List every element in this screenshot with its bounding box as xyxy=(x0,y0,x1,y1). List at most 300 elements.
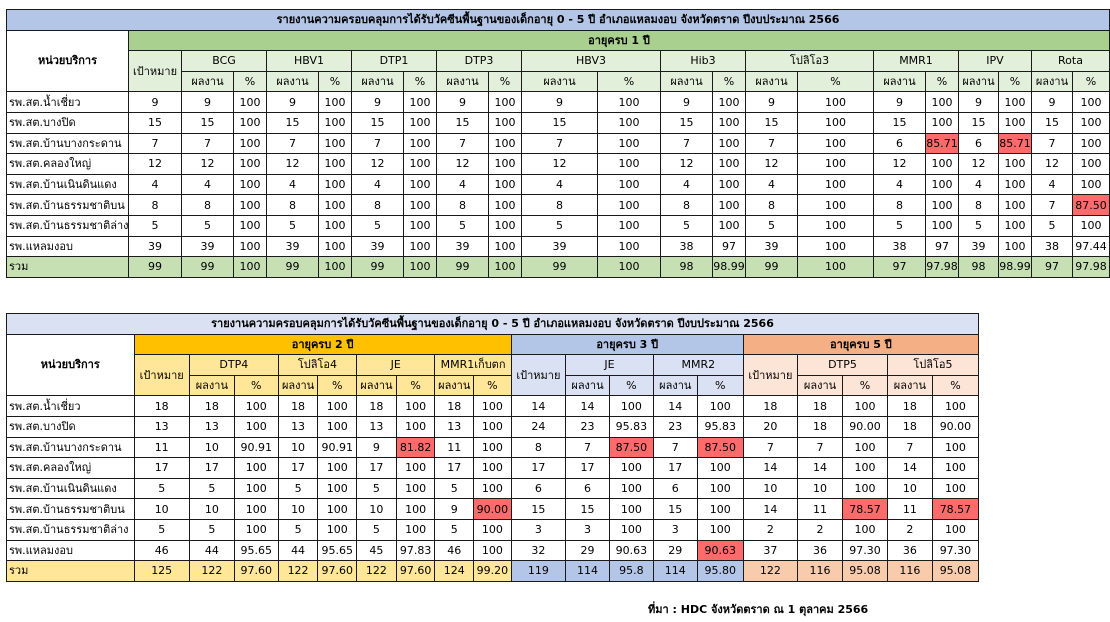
result-value: 12 xyxy=(874,154,926,175)
percent-value: 100 xyxy=(234,519,278,540)
unit-name: รพ.สต.น้ำเชี่ยว xyxy=(7,92,129,113)
target-value: 4 xyxy=(129,174,182,195)
result-value: 4 xyxy=(746,174,798,195)
target-value: 8 xyxy=(511,437,565,458)
result-value: 18 xyxy=(887,396,932,417)
result-value: 11 xyxy=(435,437,474,458)
result-header: ผลงาน xyxy=(182,71,234,92)
percent-value: 100 xyxy=(926,92,959,113)
result-value: 29 xyxy=(566,540,610,561)
percent-header: % xyxy=(926,71,959,92)
target-value: 11 xyxy=(134,437,189,458)
percent-value: 95.83 xyxy=(609,416,653,437)
percent-value: 100 xyxy=(999,174,1032,195)
coverage-table-age-2-3-5 xyxy=(6,313,979,582)
result-value: 12 xyxy=(522,154,598,175)
result-value: 7 xyxy=(566,437,610,458)
percent-value: 81.82 xyxy=(396,437,435,458)
vaccine-header: IPV xyxy=(959,51,1032,72)
percent-value: 100 xyxy=(1073,112,1110,133)
total-row xyxy=(7,257,1110,278)
result-value: 17 xyxy=(189,458,234,479)
percent-value: 100 xyxy=(713,174,746,195)
result-value: 18 xyxy=(189,396,234,417)
result-value: 12 xyxy=(267,154,319,175)
percent-value: 100 xyxy=(234,154,267,175)
result-value: 4 xyxy=(267,174,319,195)
result-header: ผลงาน xyxy=(1032,71,1073,92)
percent-value: 100 xyxy=(489,154,522,175)
result-value: 5 xyxy=(267,215,319,236)
result-value: 3 xyxy=(566,519,610,540)
target-value: 39 xyxy=(129,236,182,257)
result-value: 4 xyxy=(522,174,598,195)
percent-value: 90.91 xyxy=(318,437,357,458)
total-percent: 97.60 xyxy=(234,561,278,582)
unit-name: รพ.สต.บ้านเนินดินแดง xyxy=(7,478,135,499)
table-row xyxy=(7,437,979,458)
result-value: 7 xyxy=(1032,133,1073,154)
percent-value: 100 xyxy=(926,154,959,175)
target-value: 12 xyxy=(129,154,182,175)
result-value: 14 xyxy=(798,458,843,479)
result-header: ผลงาน xyxy=(959,71,999,92)
total-label: รวม xyxy=(7,561,135,582)
percent-header: % xyxy=(999,71,1032,92)
percent-value: 97.30 xyxy=(843,540,888,561)
percent-value: 100 xyxy=(489,236,522,257)
percent-value: 100 xyxy=(843,437,888,458)
result-value: 4 xyxy=(352,174,404,195)
percent-value: 78.57 xyxy=(843,499,888,520)
total-result: 122 xyxy=(189,561,234,582)
target-value: 7 xyxy=(743,437,797,458)
percent-value: 78.57 xyxy=(932,499,978,520)
percent-value: 100 xyxy=(999,215,1032,236)
total-result: 122 xyxy=(278,561,318,582)
vaccine-header: Rota xyxy=(1032,51,1110,72)
result-value: 15 xyxy=(959,112,999,133)
total-percent: 100 xyxy=(598,257,661,278)
result-header: ผลงาน xyxy=(189,375,234,396)
result-value: 7 xyxy=(746,133,798,154)
percent-value: 100 xyxy=(713,133,746,154)
percent-value: 90.00 xyxy=(932,416,978,437)
percent-value: 85.71 xyxy=(926,133,959,154)
result-value: 5 xyxy=(189,478,234,499)
target-value: 17 xyxy=(134,458,189,479)
percent-value: 100 xyxy=(999,112,1032,133)
percent-header: % xyxy=(798,71,874,92)
percent-header: % xyxy=(713,71,746,92)
result-value: 8 xyxy=(437,195,489,216)
percent-value: 100 xyxy=(926,215,959,236)
target-value: 20 xyxy=(743,416,797,437)
result-value: 15 xyxy=(653,499,697,520)
result-value: 17 xyxy=(566,458,610,479)
total-result: 124 xyxy=(435,561,474,582)
result-value: 15 xyxy=(1032,112,1073,133)
percent-value: 100 xyxy=(932,437,978,458)
result-value: 38 xyxy=(661,236,713,257)
target-value: 5 xyxy=(134,519,189,540)
result-value: 7 xyxy=(653,437,697,458)
percent-value: 100 xyxy=(598,133,661,154)
percent-value: 100 xyxy=(713,215,746,236)
table-title-row xyxy=(7,10,1110,31)
result-value: 15 xyxy=(267,112,319,133)
total-percent: 98.99 xyxy=(713,257,746,278)
total-result: 99 xyxy=(182,257,234,278)
vaccine-header: JE xyxy=(357,355,435,376)
total-percent: 97.60 xyxy=(396,561,435,582)
percent-value: 100 xyxy=(404,236,437,257)
result-value: 15 xyxy=(874,112,926,133)
total-label: รวม xyxy=(7,257,129,278)
total-percent: 100 xyxy=(489,257,522,278)
percent-value: 100 xyxy=(926,174,959,195)
unit-name: รพ.สต.บ้านธรรมชาติบน xyxy=(7,195,129,216)
result-value: 10 xyxy=(798,478,843,499)
percent-value: 100 xyxy=(318,416,357,437)
result-value: 5 xyxy=(1032,215,1073,236)
total-percent: 100 xyxy=(798,257,874,278)
percent-value: 87.50 xyxy=(1073,195,1110,216)
result-value: 7 xyxy=(352,133,404,154)
unit-header: หน่วยบริการ xyxy=(7,334,135,396)
percent-value: 100 xyxy=(1073,174,1110,195)
percent-value: 87.50 xyxy=(609,437,653,458)
percent-value: 100 xyxy=(234,478,278,499)
percent-header: % xyxy=(318,375,357,396)
percent-value: 100 xyxy=(798,112,874,133)
result-value: 7 xyxy=(1032,195,1073,216)
target-header: เป้าหมาย xyxy=(511,355,565,396)
target-value: 8 xyxy=(129,195,182,216)
vaccine-header: Hib3 xyxy=(661,51,746,72)
unit-name: รพ.สต.คลองใหญ่ xyxy=(7,458,135,479)
target-value: 14 xyxy=(743,458,797,479)
percent-value: 95.65 xyxy=(318,540,357,561)
vaccine-header: JE xyxy=(566,355,654,376)
percent-value: 100 xyxy=(798,195,874,216)
result-value: 5 xyxy=(661,215,713,236)
result-value: 17 xyxy=(435,458,474,479)
percent-value: 100 xyxy=(609,478,653,499)
result-value: 15 xyxy=(182,112,234,133)
result-value: 4 xyxy=(959,174,999,195)
vaccine-header: DTP1 xyxy=(352,51,437,72)
result-header: ผลงาน xyxy=(437,71,489,92)
total-result: 114 xyxy=(653,561,697,582)
header-row-vaccine xyxy=(7,51,1110,72)
result-value: 5 xyxy=(435,519,474,540)
total-target: 125 xyxy=(134,561,189,582)
result-value: 23 xyxy=(566,416,610,437)
vaccine-header: โปลิโอ4 xyxy=(278,355,356,376)
total-result: 122 xyxy=(357,561,397,582)
result-value: 18 xyxy=(278,396,318,417)
table-title: รายงานความครอบคลุมการได้รับวัคซีนพื้นฐานของเด็กอายุ 0 - 5 ปี อำเภอแหลมงอบ จังหวัดตราด ปีงบประมาณ 2566 xyxy=(7,10,1110,31)
result-value: 38 xyxy=(1032,236,1073,257)
percent-value: 100 xyxy=(843,478,888,499)
total-percent: 98.99 xyxy=(999,257,1032,278)
percent-value: 100 xyxy=(489,133,522,154)
percent-value: 100 xyxy=(609,499,653,520)
percent-value: 100 xyxy=(598,112,661,133)
result-value: 17 xyxy=(653,458,697,479)
percent-value: 100 xyxy=(598,174,661,195)
table-title-row xyxy=(7,314,979,335)
result-value: 7 xyxy=(437,133,489,154)
table-row xyxy=(7,195,1110,216)
unit-name: รพ.สต.น้ำเชี่ยว xyxy=(7,396,135,417)
percent-value: 100 xyxy=(404,215,437,236)
table-row xyxy=(7,174,1110,195)
result-header: ผลงาน xyxy=(661,71,713,92)
percent-value: 90.00 xyxy=(474,499,512,520)
result-value: 38 xyxy=(874,236,926,257)
table-title: รายงานความครอบคลุมการได้รับวัคซีนพื้นฐานของเด็กอายุ 0 - 5 ปี อำเภอแหลมงอบ จังหวัดตราด ปีงบประมาณ 2566 xyxy=(7,314,979,335)
result-value: 5 xyxy=(435,478,474,499)
percent-value: 100 xyxy=(843,396,888,417)
total-percent: 100 xyxy=(234,257,267,278)
percent-header: % xyxy=(234,71,267,92)
percent-value: 100 xyxy=(609,519,653,540)
result-value: 9 xyxy=(267,92,319,113)
table-row xyxy=(7,133,1110,154)
target-value: 17 xyxy=(511,458,565,479)
total-result: 97 xyxy=(874,257,926,278)
percent-value: 100 xyxy=(926,112,959,133)
percent-value: 100 xyxy=(396,458,435,479)
total-percent: 97.60 xyxy=(318,561,357,582)
total-result: 99 xyxy=(522,257,598,278)
table-row xyxy=(7,92,1110,113)
result-value: 11 xyxy=(798,499,843,520)
vaccine-header: DTP4 xyxy=(189,355,278,376)
table-row xyxy=(7,112,1110,133)
total-result: 114 xyxy=(566,561,610,582)
percent-value: 100 xyxy=(319,92,352,113)
result-value: 2 xyxy=(798,519,843,540)
percent-value: 100 xyxy=(697,458,743,479)
percent-value: 100 xyxy=(932,458,978,479)
result-value: 4 xyxy=(661,174,713,195)
total-result: 116 xyxy=(887,561,932,582)
result-header: ผลงาน xyxy=(798,375,843,396)
result-value: 15 xyxy=(437,112,489,133)
percent-value: 100 xyxy=(234,195,267,216)
percent-value: 90.00 xyxy=(843,416,888,437)
percent-value: 100 xyxy=(798,92,874,113)
target-value: 7 xyxy=(129,133,182,154)
percent-value: 100 xyxy=(234,396,278,417)
result-header: ผลงาน xyxy=(278,375,318,396)
result-value: 39 xyxy=(522,236,598,257)
result-value: 5 xyxy=(357,478,397,499)
result-value: 12 xyxy=(661,154,713,175)
vaccine-header: MMR1เก็บตก xyxy=(435,355,511,376)
result-value: 4 xyxy=(437,174,489,195)
result-value: 5 xyxy=(278,478,318,499)
result-value: 15 xyxy=(352,112,404,133)
result-value: 8 xyxy=(267,195,319,216)
result-header: ผลงาน xyxy=(746,71,798,92)
percent-value: 100 xyxy=(396,396,435,417)
result-value: 12 xyxy=(1032,154,1073,175)
result-value: 5 xyxy=(189,519,234,540)
table-row xyxy=(7,154,1110,175)
unit-name: รพ.สต.บ้านเนินดินแดง xyxy=(7,174,129,195)
result-value: 14 xyxy=(887,458,932,479)
percent-value: 100 xyxy=(932,478,978,499)
percent-value: 100 xyxy=(404,112,437,133)
result-value: 39 xyxy=(182,236,234,257)
target-value: 37 xyxy=(743,540,797,561)
percent-value: 100 xyxy=(319,215,352,236)
percent-value: 100 xyxy=(234,499,278,520)
percent-value: 100 xyxy=(843,458,888,479)
percent-value: 100 xyxy=(404,154,437,175)
percent-value: 97 xyxy=(926,236,959,257)
result-value: 36 xyxy=(798,540,843,561)
total-percent: 97.98 xyxy=(1073,257,1110,278)
result-value: 23 xyxy=(653,416,697,437)
result-value: 5 xyxy=(437,215,489,236)
age-group-header: อายุครบ 1 ปี xyxy=(129,30,1110,51)
result-value: 5 xyxy=(352,215,404,236)
percent-value: 100 xyxy=(697,396,743,417)
result-value: 10 xyxy=(357,499,397,520)
percent-value: 100 xyxy=(798,154,874,175)
percent-value: 100 xyxy=(319,154,352,175)
total-target: 122 xyxy=(743,561,797,582)
percent-header: % xyxy=(489,71,522,92)
percent-value: 100 xyxy=(234,92,267,113)
age-group-header: อายุครบ 2 ปี xyxy=(134,334,511,355)
percent-value: 100 xyxy=(489,112,522,133)
result-value: 9 xyxy=(746,92,798,113)
result-value: 12 xyxy=(182,154,234,175)
table-row xyxy=(7,519,979,540)
vaccine-header: โปลิโอ3 xyxy=(746,51,874,72)
unit-name: รพ.สต.บ้านธรรมชาติล่าง xyxy=(7,215,129,236)
result-value: 12 xyxy=(437,154,489,175)
percent-value: 100 xyxy=(798,236,874,257)
total-percent: 95.80 xyxy=(697,561,743,582)
percent-value: 100 xyxy=(798,174,874,195)
percent-value: 100 xyxy=(713,195,746,216)
result-value: 39 xyxy=(267,236,319,257)
vaccine-header: โปลิโอ5 xyxy=(887,355,978,376)
result-value: 2 xyxy=(887,519,932,540)
result-value: 4 xyxy=(874,174,926,195)
percent-value: 100 xyxy=(598,154,661,175)
target-value: 3 xyxy=(511,519,565,540)
percent-value: 100 xyxy=(404,133,437,154)
unit-header: หน่วยบริการ xyxy=(7,30,129,92)
percent-value: 100 xyxy=(234,112,267,133)
result-value: 12 xyxy=(352,154,404,175)
result-value: 6 xyxy=(653,478,697,499)
percent-value: 100 xyxy=(474,519,512,540)
result-value: 8 xyxy=(352,195,404,216)
result-value: 9 xyxy=(437,92,489,113)
result-value: 46 xyxy=(435,540,474,561)
result-value: 4 xyxy=(182,174,234,195)
target-value: 5 xyxy=(129,215,182,236)
result-value: 10 xyxy=(278,437,318,458)
result-value: 36 xyxy=(887,540,932,561)
result-value: 39 xyxy=(959,236,999,257)
result-value: 18 xyxy=(798,396,843,417)
vaccine-header: MMR2 xyxy=(653,355,743,376)
result-value: 9 xyxy=(1032,92,1073,113)
target-value: 15 xyxy=(511,499,565,520)
total-target: 99 xyxy=(129,257,182,278)
percent-value: 100 xyxy=(932,519,978,540)
percent-value: 100 xyxy=(318,478,357,499)
vaccine-header: HBV1 xyxy=(267,51,352,72)
vaccine-header: HBV3 xyxy=(522,51,661,72)
percent-value: 100 xyxy=(396,499,435,520)
percent-value: 100 xyxy=(319,112,352,133)
percent-value: 100 xyxy=(1073,154,1110,175)
percent-value: 100 xyxy=(609,458,653,479)
result-value: 13 xyxy=(278,416,318,437)
result-value: 7 xyxy=(522,133,598,154)
result-value: 7 xyxy=(182,133,234,154)
vaccine-header: BCG xyxy=(182,51,267,72)
percent-header: % xyxy=(234,375,278,396)
target-value: 18 xyxy=(743,396,797,417)
percent-header: % xyxy=(396,375,435,396)
percent-value: 100 xyxy=(489,215,522,236)
result-value: 5 xyxy=(182,215,234,236)
percent-value: 95.83 xyxy=(697,416,743,437)
table-row xyxy=(7,540,979,561)
coverage-table-age-1 xyxy=(6,9,1110,278)
percent-value: 100 xyxy=(319,195,352,216)
percent-header: % xyxy=(697,375,743,396)
result-value: 5 xyxy=(522,215,598,236)
result-value: 9 xyxy=(357,437,397,458)
total-target: 119 xyxy=(511,561,565,582)
percent-value: 87.50 xyxy=(697,437,743,458)
percent-header: % xyxy=(932,375,978,396)
total-result: 99 xyxy=(352,257,404,278)
result-header: ผลงาน xyxy=(357,375,397,396)
header-row-age xyxy=(7,30,1110,51)
result-value: 18 xyxy=(435,396,474,417)
target-header: เป้าหมาย xyxy=(129,51,182,92)
result-value: 5 xyxy=(874,215,926,236)
table-row xyxy=(7,215,1110,236)
target-value: 14 xyxy=(511,396,565,417)
result-value: 9 xyxy=(435,499,474,520)
percent-value: 100 xyxy=(396,416,435,437)
percent-value: 100 xyxy=(404,195,437,216)
result-value: 17 xyxy=(278,458,318,479)
percent-value: 100 xyxy=(598,236,661,257)
result-value: 39 xyxy=(437,236,489,257)
vaccine-header: MMR1 xyxy=(874,51,959,72)
result-value: 18 xyxy=(887,416,932,437)
target-value: 32 xyxy=(511,540,565,561)
result-value: 8 xyxy=(874,195,926,216)
result-value: 5 xyxy=(278,519,318,540)
